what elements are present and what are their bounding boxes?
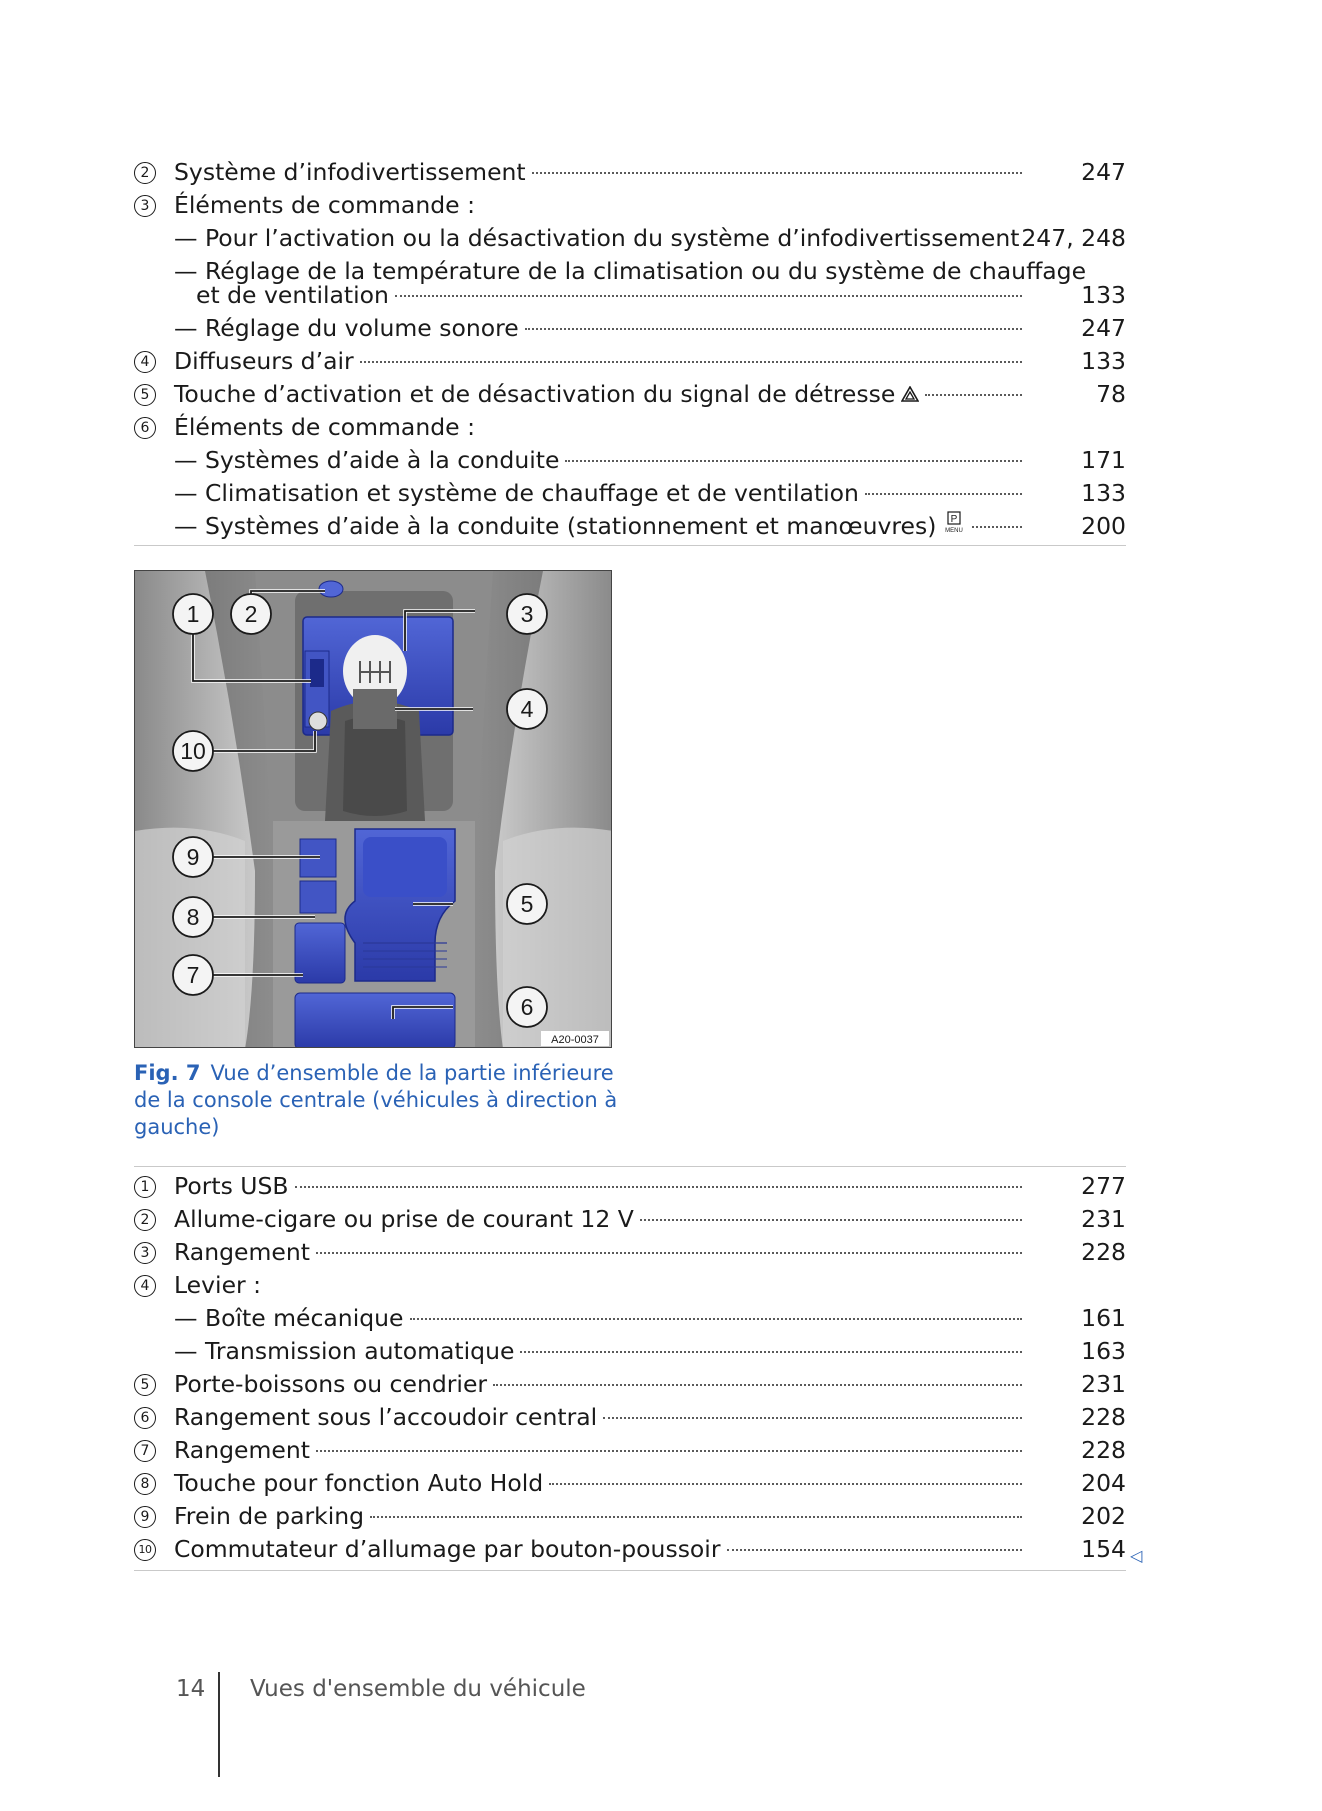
page-ref[interactable]: 163 [1081,1337,1126,1365]
item-label: — Climatisation et système de chauffage et de ventilation [174,479,859,507]
list-item [134,1434,1126,1467]
page-ref[interactable]: 247, 248 [1021,224,1126,252]
section-title: Vues d'ensemble du véhicule [250,1676,586,1702]
list-item [134,312,1126,345]
section-end-icon: ◁ [1130,1546,1143,1565]
list-item [134,345,1126,378]
item-label: Allume-cigare ou prise de courant 12 V [174,1205,634,1233]
item-number: 3 [134,195,156,217]
item-number: 4 [134,351,156,373]
leader-dots [295,1186,1022,1188]
item-label: Levier : [174,1271,262,1299]
item-number: 2 [134,1209,156,1231]
page-ref[interactable]: 231 [1081,1205,1126,1233]
leader-dots [925,394,1022,396]
item-label: Touche pour fonction Auto Hold [174,1469,544,1497]
park-assist-icon [942,510,966,534]
leader-dots [360,361,1022,363]
item-label: — Réglage du volume sonore [174,314,519,342]
item-label: Diffuseurs d’air [174,347,354,375]
console-illustration [135,571,612,1048]
item-label: Frein de parking [174,1502,365,1530]
page-ref[interactable]: 277 [1081,1172,1126,1200]
page-ref[interactable]: 247 [1081,314,1126,342]
list-item [134,1236,1126,1269]
item-label: Ports USB [174,1172,289,1200]
item-label: Commutateur d’allumage par bouton-poussoir [174,1535,721,1563]
item-label: Système d’infodivertissement [174,158,526,186]
item-number: 6 [134,1407,156,1429]
list-item [134,255,1126,312]
page-number: 14 [176,1676,206,1702]
leader-dots [525,328,1022,330]
item-label: — Transmission automatique [174,1337,515,1365]
item-label: — Systèmes d’aide à la conduite [174,446,560,474]
item-number: 2 [134,162,156,184]
callout-6 [507,987,547,1027]
list-item [134,189,1126,222]
console-figure [134,570,612,1048]
item-label: — Systèmes d’aide à la conduite (stationnement et manœuvres) [174,512,937,540]
svg-text:2: 2 [244,601,258,627]
item-label: Éléments de commande : [174,413,475,441]
leader-dots [493,1384,1022,1386]
list-item [134,156,1126,189]
item-number: 3 [134,1242,156,1264]
hazard-warning-icon [901,386,919,402]
page-ref[interactable]: 204 [1081,1469,1126,1497]
item-number: 4 [134,1275,156,1297]
callout-1 [173,594,213,634]
figure-caption [134,1060,634,1141]
callout-3 [507,594,547,634]
item-number: 10 [134,1539,156,1561]
svg-text:4: 4 [520,696,534,722]
park-button-sub: MENU [945,528,964,534]
divider [134,545,1126,546]
leader-dots [727,1549,1022,1551]
page-ref[interactable]: 231 [1081,1370,1126,1398]
item-label: Touche d’activation et de désactivation du signal de détresse [174,380,896,408]
callout-9 [173,837,213,877]
page-ref[interactable]: 171 [1081,446,1126,474]
list-item [134,1302,1126,1335]
svg-text:6: 6 [520,994,534,1020]
item-label-line1: — Réglage de la température de la climatisation ou du système de chauffage [174,257,1087,285]
caption-text: Vue d’ensemble de la partie inférieure de la console centrale (véhicules à direction à gauche) [134,1061,618,1139]
leader-dots [532,172,1022,174]
list-item [134,1401,1126,1434]
item-label: Éléments de commande : [174,191,475,219]
item-number: 5 [134,1374,156,1396]
list-item [134,1368,1126,1401]
page-ref[interactable]: 133 [1081,347,1126,375]
item-label: Porte-boissons ou cendrier [174,1370,488,1398]
list-item [134,222,1126,255]
item-label: — Boîte mécanique [174,1304,404,1332]
list-item [134,1500,1126,1533]
leader-dots [410,1318,1022,1320]
item-number: 8 [134,1473,156,1495]
leader-dots [316,1450,1022,1452]
svg-text:1: 1 [186,601,200,627]
page-ref[interactable]: 161 [1081,1304,1126,1332]
page-ref[interactable]: 78 [1096,380,1126,408]
list-item [134,510,1126,543]
leader-dots [520,1351,1022,1353]
leader-dots [565,460,1022,462]
leader-dots [972,526,1022,528]
callout-7 [173,955,213,995]
leader-dots [370,1516,1022,1518]
figure-code: A20-0037 [551,1034,599,1046]
page-ref[interactable]: 228 [1081,1238,1126,1266]
list-item [134,1335,1126,1368]
page-ref[interactable]: 154 [1081,1535,1126,1563]
list-item [134,411,1126,444]
item-label: — Pour l’activation ou la désactivation du système d’infodivertissement [174,224,1020,252]
list-item [134,1467,1126,1500]
page-ref[interactable]: 247 [1081,158,1126,186]
item-number: 1 [134,1176,156,1198]
divider [134,1570,1126,1571]
item-number: 6 [134,417,156,439]
figure-label: Fig. 7 [134,1061,201,1085]
leader-dots [549,1483,1022,1485]
list-item [134,1533,1126,1566]
callout-8 [173,897,213,937]
item-number: 9 [134,1506,156,1528]
callout-5 [507,884,547,924]
callout-4 [507,689,547,729]
item-label: Rangement sous l’accoudoir central [174,1403,598,1431]
divider [134,1166,1126,1167]
callout-2 [231,594,271,634]
page-ref[interactable]: 133 [1081,281,1126,309]
footer-divider [218,1672,220,1777]
list-item [134,1170,1126,1203]
leader-dots [316,1252,1022,1254]
list-item [134,1269,1126,1302]
park-button-letter: P [951,514,958,525]
list-item [134,378,1126,411]
page-ref[interactable]: 228 [1081,1436,1126,1464]
list-item [134,477,1126,510]
svg-text:10: 10 [180,738,206,764]
leader-dots [603,1417,1022,1419]
list-item [134,1203,1126,1236]
bottom-list [134,1170,1126,1566]
page-ref[interactable]: 200 [1081,512,1126,540]
item-number: 5 [134,384,156,406]
svg-text:8: 8 [186,904,200,930]
top-list [134,156,1126,543]
svg-text:9: 9 [186,844,200,870]
page-ref[interactable]: 133 [1081,479,1126,507]
svg-text:3: 3 [520,601,534,627]
item-label: et de ventilation [196,281,389,309]
item-label: Rangement [174,1238,310,1266]
page-ref[interactable]: 228 [1081,1403,1126,1431]
leader-dots [640,1219,1022,1221]
svg-text:5: 5 [520,891,534,917]
page-ref[interactable]: 202 [1081,1502,1126,1530]
callout-10 [173,731,213,771]
leader-dots [865,493,1022,495]
item-label: Rangement [174,1436,310,1464]
leader-dots [395,295,1022,297]
item-number: 7 [134,1440,156,1462]
svg-text:7: 7 [186,962,200,988]
list-item [134,444,1126,477]
